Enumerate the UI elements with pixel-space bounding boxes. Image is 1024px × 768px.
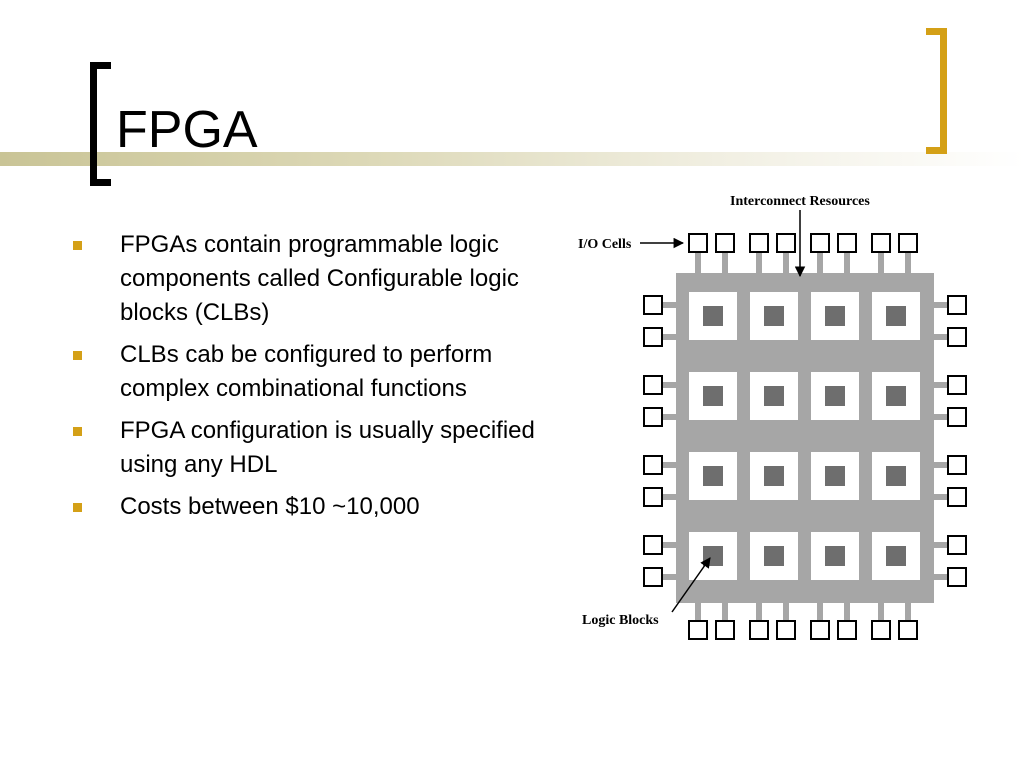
bullet-item — [68, 414, 538, 482]
io-cell — [948, 488, 966, 506]
left-bracket — [90, 62, 111, 186]
io-pin — [905, 252, 911, 276]
logic-block — [703, 306, 723, 326]
io-cell — [899, 621, 917, 639]
bullet-square-icon — [73, 503, 82, 512]
io-cell — [644, 488, 662, 506]
logic-block — [886, 466, 906, 486]
io-cell — [811, 234, 829, 252]
io-cell — [948, 328, 966, 346]
io-cell — [644, 568, 662, 586]
io-cell — [838, 234, 856, 252]
bullet-text: FPGA configuration is usually specified using any HDL — [120, 417, 535, 478]
io-cell — [838, 621, 856, 639]
io-cell — [811, 621, 829, 639]
io-cell — [644, 296, 662, 314]
logic-block — [886, 306, 906, 326]
bullet-text: FPGAs contain programmable logic components called Configurable logic blocks (CLBs) — [120, 231, 519, 326]
io-cell — [750, 621, 768, 639]
bullet-square-icon — [73, 427, 82, 436]
bullet-text: CLBs cab be configured to perform complex combinational functions — [120, 341, 493, 402]
io-cell — [948, 568, 966, 586]
bullet-square-icon — [73, 351, 82, 360]
logic-block — [825, 466, 845, 486]
logic-block — [764, 466, 784, 486]
logic-block — [764, 546, 784, 566]
bullet-text: Costs between $10 ~10,000 — [120, 493, 420, 520]
io-cell — [899, 234, 917, 252]
io-pin — [756, 252, 762, 276]
io-cell — [644, 536, 662, 554]
io-cell — [948, 296, 966, 314]
bullet-square-icon — [73, 241, 82, 250]
io-pin — [878, 252, 884, 276]
bullet-item — [68, 228, 538, 330]
logic-block — [703, 466, 723, 486]
io-cell — [872, 621, 890, 639]
io-cell — [750, 234, 768, 252]
io-cells-label: I/O Cells — [578, 237, 632, 252]
right-bracket — [926, 28, 947, 154]
io-cell — [689, 621, 707, 639]
io-pin — [783, 252, 789, 276]
io-cell — [948, 376, 966, 394]
io-cell — [777, 621, 795, 639]
io-cell — [948, 536, 966, 554]
io-pin — [817, 252, 823, 276]
logic-blocks-label: Logic Blocks — [582, 613, 659, 628]
logic-block — [825, 386, 845, 406]
logic-block — [886, 546, 906, 566]
logic-block — [886, 386, 906, 406]
bullet-list — [68, 228, 538, 532]
io-cell — [777, 234, 795, 252]
io-cell — [948, 408, 966, 426]
io-cell — [716, 234, 734, 252]
io-cell — [872, 234, 890, 252]
logic-block — [825, 546, 845, 566]
io-pin — [695, 252, 701, 276]
logic-block — [703, 386, 723, 406]
bullet-item — [68, 338, 538, 406]
logic-block — [764, 306, 784, 326]
logic-block — [764, 386, 784, 406]
io-cell — [689, 234, 707, 252]
slide-title: FPGA — [116, 101, 258, 159]
io-cell — [644, 408, 662, 426]
io-cell — [644, 456, 662, 474]
io-cell — [644, 376, 662, 394]
io-cell — [948, 456, 966, 474]
io-pin — [722, 252, 728, 276]
io-cell — [644, 328, 662, 346]
logic-block — [825, 306, 845, 326]
bullet-item — [68, 490, 538, 524]
fpga-architecture-diagram — [570, 182, 990, 652]
io-pin — [844, 252, 850, 276]
interconnect-label: Interconnect Resources — [730, 194, 870, 209]
io-cell — [716, 621, 734, 639]
